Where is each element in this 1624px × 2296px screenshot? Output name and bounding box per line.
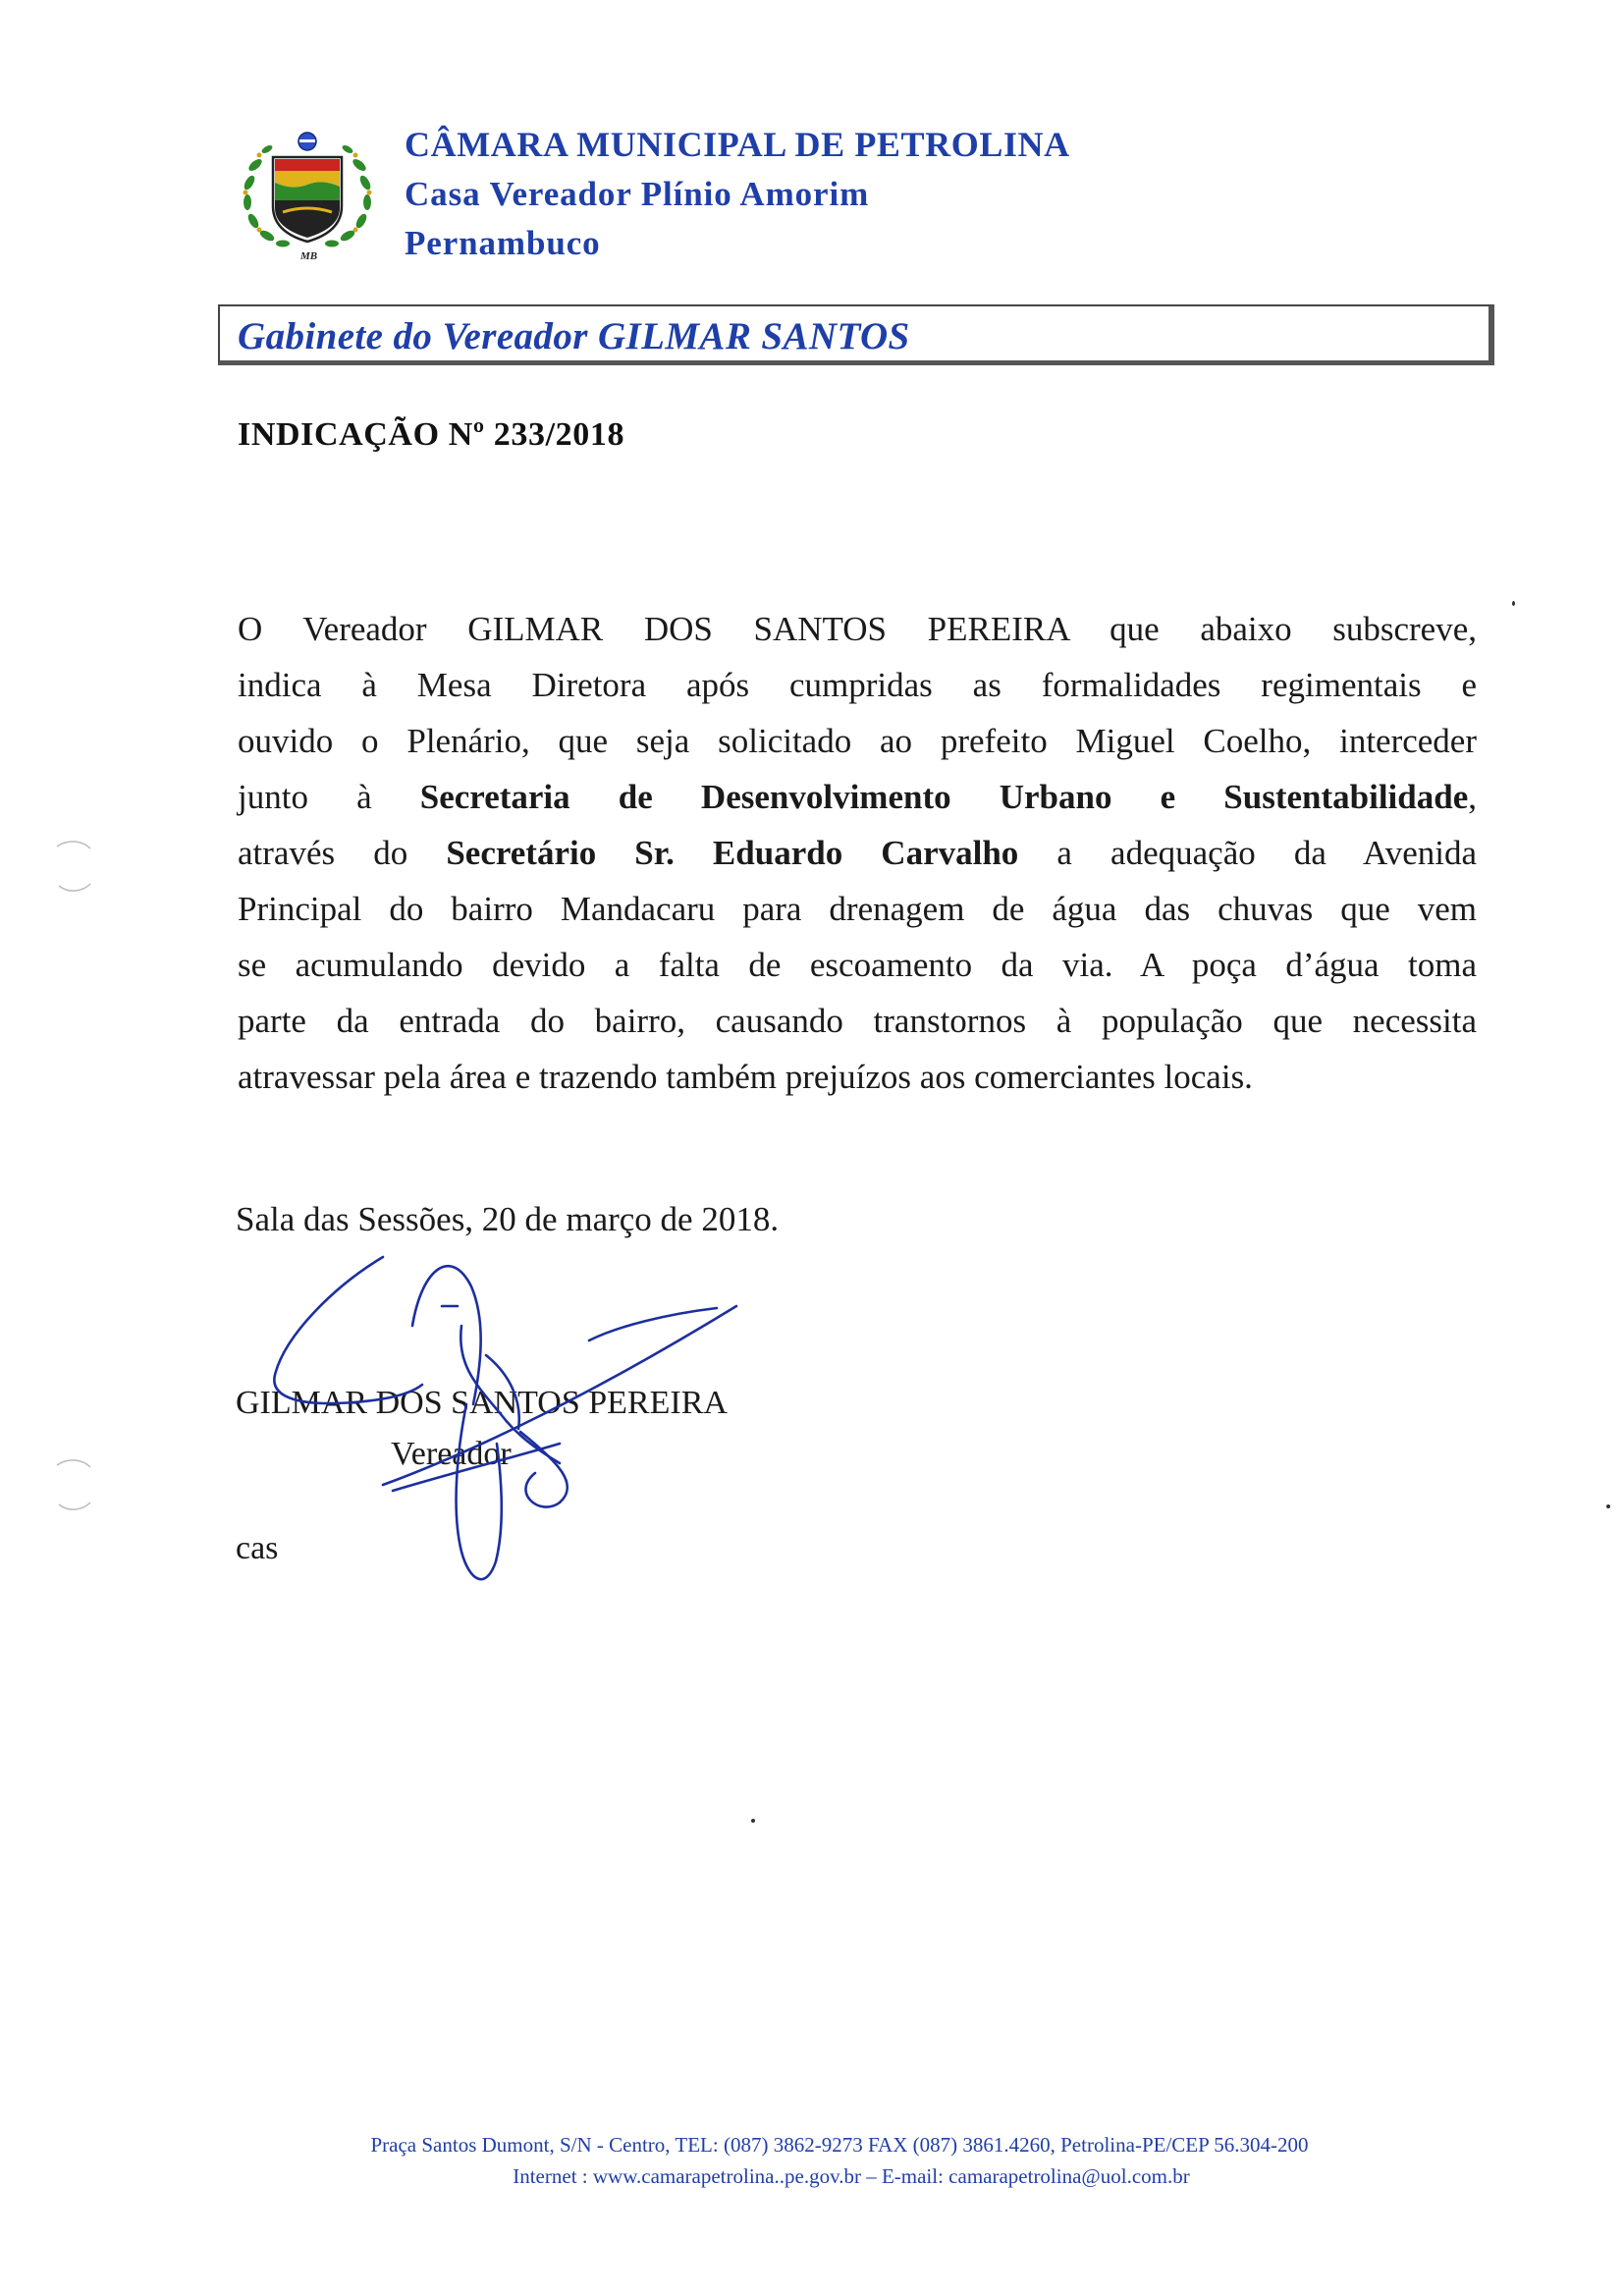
footer-address [0, 2133, 1624, 2158]
handwritten-signature [265, 1228, 756, 1601]
body-line: Principal do bairro Mandacaru para drenagem de água das chuvas que vem [238, 890, 1477, 928]
body-line: atravessar pela área e trazendo também prejuízos aos comerciantes locais. [238, 1058, 1253, 1096]
scan-margin-mark [49, 835, 98, 903]
body-text-fragment: junto à [238, 778, 372, 816]
scan-speck [751, 1819, 755, 1823]
body-line [238, 825, 1477, 881]
municipal-coat-of-arms-icon [234, 126, 381, 263]
signatory-role: Vereador [391, 1436, 512, 1472]
body-text-fragment: , [1468, 778, 1478, 816]
body-line [238, 769, 1477, 825]
body-line: indica à Mesa Diretora após cumpridas as formalidades regimentais e [238, 666, 1477, 704]
institution-name: CÂMARA MUNICIPAL DE PETROLINA [405, 125, 1070, 164]
body-text-fragment: a adequação da Avenida [1056, 834, 1478, 872]
place-and-date: Sala das Sessões, 20 de março de 2018. [236, 1200, 780, 1238]
state-name: Pernambuco [405, 224, 601, 262]
scan-speck [1512, 601, 1515, 606]
body-paragraph [238, 601, 1477, 1105]
cabinet-banner [218, 304, 1494, 365]
scan-speck [1606, 1504, 1610, 1508]
footer-contact [0, 2164, 1624, 2189]
scan-margin-mark [49, 1453, 98, 1522]
secretariat-name: Secretaria de Desenvolvimento Urbano e Sustentabilidade [419, 778, 1469, 816]
document-title: INDICAÇÃO Nº 233/2018 [238, 416, 625, 453]
typist-initials: cas [236, 1530, 279, 1566]
body-line: parte da entrada do bairro, causando transtornos à população que necessita [238, 1002, 1477, 1040]
body-line: se acumulando devido a falta de escoamento da via. A poça d’água toma [238, 946, 1477, 984]
svg-text:MB: MB [300, 250, 318, 262]
footer-contact-text: Internet : www.camarapetrolina..pe.gov.br – E-mail: camarapetrolina@uol.com.br [513, 2164, 1190, 2188]
signatory-name: GILMAR DOS SANTOS PEREIRA [236, 1385, 728, 1421]
house-name: Casa Vereador Plínio Amorim [405, 175, 870, 213]
cabinet-label: Gabinete do Vereador GILMAR SANTOS [238, 315, 910, 357]
body-text-fragment: através do [238, 834, 408, 872]
footer-address-text: Praça Santos Dumont, S/N - Centro, TEL: (087) 3862-9273 FAX (087) 3861.4260, Petrolina-PE/CEP 56.304-200 [370, 2133, 1309, 2157]
body-line: ouvido o Plenário, que seja solicitado ao prefeito Miguel Coelho, interceder [238, 722, 1477, 760]
body-line: O Vereador GILMAR DOS SANTOS PEREIRA que abaixo subscreve, [238, 610, 1477, 648]
secretary-name: Secretário Sr. Eduardo Carvalho [446, 834, 1019, 872]
